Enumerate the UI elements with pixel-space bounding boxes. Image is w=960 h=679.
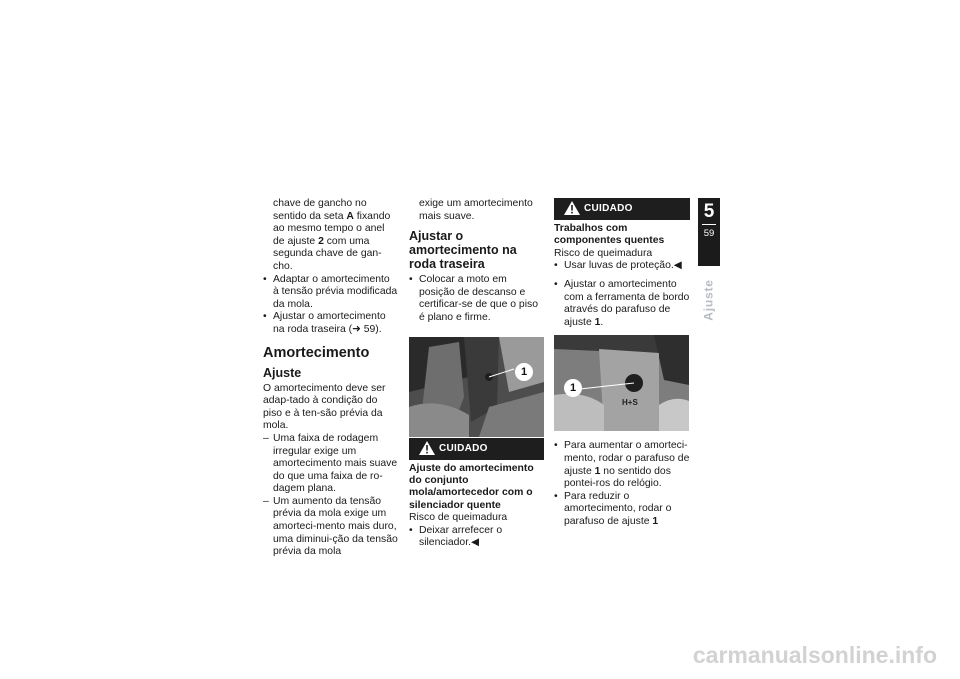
end-mark-icon: ◀ bbox=[470, 537, 479, 549]
bullet-reduce-damping: • Para reduzir o amortecimento, rodar o parafuso de ajuste 1 bbox=[554, 491, 690, 529]
callout-1: 1 bbox=[564, 379, 582, 397]
rear-wheel-photo bbox=[409, 337, 544, 437]
section-heading: Ajustar o amortecimento na roda traseira bbox=[409, 229, 517, 272]
adjuster-photo bbox=[554, 335, 689, 431]
motorcycle-illustration bbox=[409, 337, 544, 437]
dash-item-irregular: – Uma faixa de rodagem irregular exige um amortecimento mais suave do que uma faixa de ro-dagem plana. bbox=[263, 433, 398, 496]
warning-banner bbox=[409, 438, 544, 460]
page-number: 59 bbox=[703, 228, 715, 239]
continued-paragraph: chave de gancho no sentido da seta A fixando ao mesmo tempo o anel de ajuste 2 com uma segunda chave de gan-cho. bbox=[273, 198, 391, 272]
callout-1: 1 bbox=[515, 363, 533, 381]
warning-risk: Risco de queimadura bbox=[554, 247, 653, 259]
intro-paragraph: O amortecimento deve ser adap-tado à condição do piso e à ten-são prévia da mola. bbox=[263, 382, 386, 432]
subsection-heading: Ajuste bbox=[263, 365, 302, 380]
dash-item-preload: – Um aumento da tensão prévia da mola exige um amorteci-mento mais duro, uma diminui-ção da tensão prévia da mola bbox=[263, 496, 398, 559]
warning-banner bbox=[554, 198, 690, 220]
chapter-number: 5 bbox=[703, 201, 715, 222]
column-1 bbox=[263, 198, 398, 559]
bullet-adapt-damping: • Adaptar o amortecimento à tensão prévia modificada da mola. bbox=[263, 274, 398, 312]
column-2 bbox=[409, 198, 544, 550]
bullet-adjust-rear: • Ajustar o amortecimento na roda traseira (➜ 59). bbox=[263, 311, 398, 336]
warning-icon bbox=[419, 441, 435, 455]
bullet-increase-damping: • Para aumentar o amorteci-mento, rodar o parafuso de ajuste 1 no sentido dos pontei-ros do relógio. bbox=[554, 440, 690, 490]
warning-icon bbox=[564, 201, 580, 215]
bullet-adjust-tool: • Ajustar o amortecimento com a ferramenta de bordo através do parafuso de ajuste 1. bbox=[554, 279, 690, 329]
warning-bullet: • Deixar arrefecer o silenciador.◀ bbox=[409, 525, 544, 550]
warning-label: CUIDADO bbox=[439, 442, 488, 454]
warning-risk: Risco de queimadura bbox=[409, 512, 508, 524]
warning-bullet: • Usar luvas de proteção.◀ bbox=[554, 260, 690, 273]
end-mark-icon: ◀ bbox=[673, 260, 682, 272]
label-2: 2 bbox=[318, 235, 324, 247]
hs-logo: H+S bbox=[622, 398, 638, 408]
label-a: A bbox=[346, 210, 354, 222]
bullet-position-bike: • Colocar a moto em posição de descanso e certificar-se de que o piso é plano e firme. bbox=[409, 274, 544, 324]
chapter-divider bbox=[702, 224, 716, 225]
warning-label: CUIDADO bbox=[584, 203, 633, 214]
chapter-side-label: Ajuste bbox=[701, 279, 716, 321]
section-heading: Amortecimento bbox=[263, 344, 370, 361]
column-3 bbox=[554, 198, 690, 529]
warning-title: Trabalhos com componentes quentes bbox=[554, 223, 665, 247]
chapter-tab bbox=[698, 198, 720, 266]
watermark: carmanualsonline.info bbox=[692, 642, 937, 668]
warning-title: Ajuste do amortecimento do conjunto mola/amortecedor com o silenciador quente bbox=[409, 462, 534, 511]
arrow-right-icon: ➜ bbox=[352, 323, 361, 335]
continued-paragraph: exige um amortecimento mais suave. bbox=[419, 198, 533, 222]
page-reference-link[interactable]: 59). bbox=[363, 323, 382, 335]
